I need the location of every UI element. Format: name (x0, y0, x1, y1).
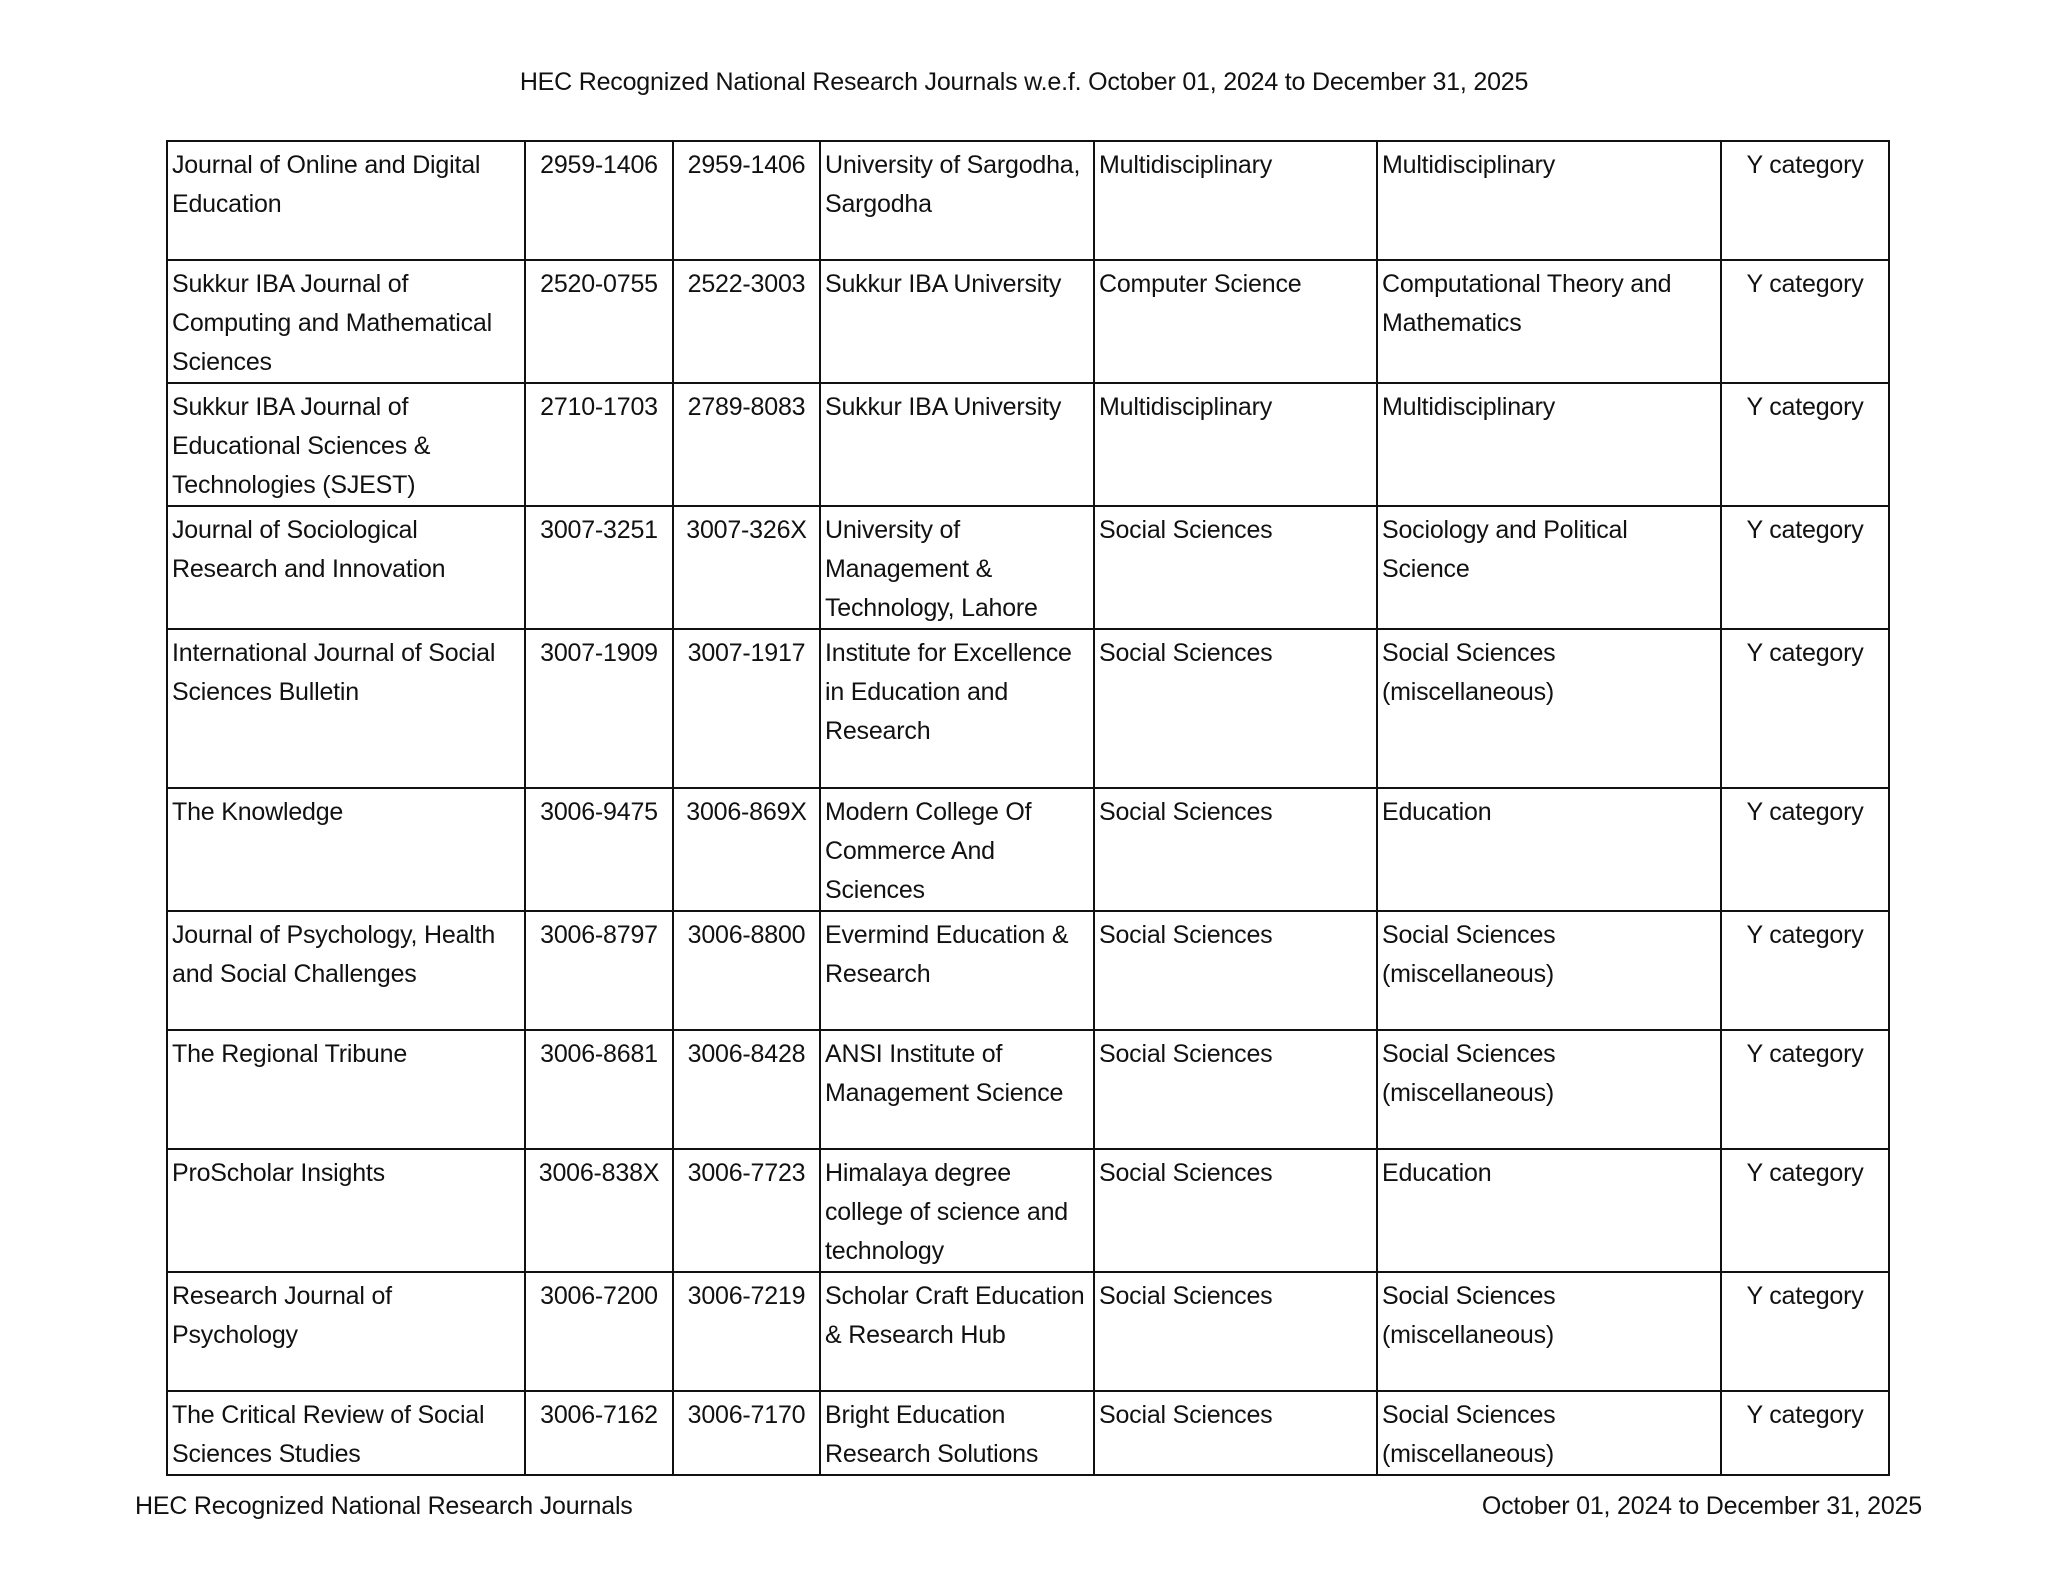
publisher-cell: ANSI Institute of Management Science (820, 1030, 1094, 1149)
category-cell: Y category (1721, 1149, 1889, 1272)
issn-cell: 3007-3251 (525, 506, 673, 629)
subarea-cell: Social Sciences (miscellaneous) (1377, 911, 1721, 1030)
category-cell: Y category (1721, 506, 1889, 629)
issn-cell: 3006-8797 (525, 911, 673, 1030)
issn-cell: 2520-0755 (525, 260, 673, 383)
journal-name-cell: Research Journal of Psychology (167, 1272, 525, 1391)
table-row (167, 141, 1889, 260)
issn-cell: 3006-8681 (525, 1030, 673, 1149)
journal-name-cell: Sukkur IBA Journal of Computing and Mathematical Sciences (167, 260, 525, 383)
publisher-cell: University of Management & Technology, Lahore (820, 506, 1094, 629)
table-row (167, 383, 1889, 506)
table-row (167, 1149, 1889, 1272)
area-cell: Social Sciences (1094, 1030, 1377, 1149)
publisher-cell: Himalaya degree college of science and technology (820, 1149, 1094, 1272)
category-cell: Y category (1721, 383, 1889, 506)
journals-table (166, 140, 1890, 1476)
eissn-cell: 3006-7219 (673, 1272, 820, 1391)
table-row (167, 1272, 1889, 1391)
category-cell: Y category (1721, 629, 1889, 788)
eissn-cell: 2789-8083 (673, 383, 820, 506)
publisher-cell: Bright Education Research Solutions (820, 1391, 1094, 1475)
issn-cell: 3007-1909 (525, 629, 673, 788)
issn-cell: 3006-838X (525, 1149, 673, 1272)
eissn-cell: 3007-1917 (673, 629, 820, 788)
subarea-cell: Social Sciences (miscellaneous) (1377, 1391, 1721, 1475)
eissn-cell: 3006-7723 (673, 1149, 820, 1272)
area-cell: Social Sciences (1094, 629, 1377, 788)
table-row (167, 1391, 1889, 1475)
footer-title: HEC Recognized National Research Journals (135, 1492, 633, 1520)
table-row (167, 506, 1889, 629)
area-cell: Social Sciences (1094, 788, 1377, 911)
area-cell: Multidisciplinary (1094, 383, 1377, 506)
category-cell: Y category (1721, 260, 1889, 383)
journal-name-cell: Journal of Online and Digital Education (167, 141, 525, 260)
subarea-cell: Social Sciences (miscellaneous) (1377, 1030, 1721, 1149)
category-cell: Y category (1721, 1272, 1889, 1391)
subarea-cell: Multidisciplinary (1377, 141, 1721, 260)
category-cell: Y category (1721, 788, 1889, 911)
area-cell: Social Sciences (1094, 506, 1377, 629)
journal-name-cell: Journal of Psychology, Health and Social Challenges (167, 911, 525, 1030)
publisher-cell: Scholar Craft Education & Research Hub (820, 1272, 1094, 1391)
eissn-cell: 3007-326X (673, 506, 820, 629)
eissn-cell: 3006-7170 (673, 1391, 820, 1475)
category-cell: Y category (1721, 1030, 1889, 1149)
eissn-cell: 3006-8428 (673, 1030, 820, 1149)
issn-cell: 2710-1703 (525, 383, 673, 506)
category-cell: Y category (1721, 141, 1889, 260)
table-row (167, 629, 1889, 788)
publisher-cell: Modern College Of Commerce And Sciences (820, 788, 1094, 911)
journal-name-cell: ProScholar Insights (167, 1149, 525, 1272)
subarea-cell: Computational Theory and Mathematics (1377, 260, 1721, 383)
table-row (167, 911, 1889, 1030)
journal-name-cell: Sukkur IBA Journal of Educational Sciences & Technologies (SJEST) (167, 383, 525, 506)
publisher-cell: Sukkur IBA University (820, 383, 1094, 506)
subarea-cell: Education (1377, 788, 1721, 911)
issn-cell: 3006-7162 (525, 1391, 673, 1475)
area-cell: Social Sciences (1094, 1149, 1377, 1272)
subarea-cell: Social Sciences (miscellaneous) (1377, 629, 1721, 788)
footer-date-range: October 01, 2024 to December 31, 2025 (1481, 1492, 1922, 1520)
table-row (167, 788, 1889, 911)
category-cell: Y category (1721, 1391, 1889, 1475)
table-row (167, 260, 1889, 383)
issn-cell: 3006-7200 (525, 1272, 673, 1391)
area-cell: Computer Science (1094, 260, 1377, 383)
page-title: HEC Recognized National Research Journals w.e.f. October 01, 2024 to December 31, 2025 (519, 68, 1529, 96)
publisher-cell: University of Sargodha, Sargodha (820, 141, 1094, 260)
journal-name-cell: Journal of Sociological Research and Innovation (167, 506, 525, 629)
area-cell: Social Sciences (1094, 1391, 1377, 1475)
subarea-cell: Education (1377, 1149, 1721, 1272)
publisher-cell: Institute for Excellence in Education and Research (820, 629, 1094, 788)
area-cell: Multidisciplinary (1094, 141, 1377, 260)
issn-cell: 2959-1406 (525, 141, 673, 260)
area-cell: Social Sciences (1094, 911, 1377, 1030)
issn-cell: 3006-9475 (525, 788, 673, 911)
area-cell: Social Sciences (1094, 1272, 1377, 1391)
subarea-cell: Multidisciplinary (1377, 383, 1721, 506)
eissn-cell: 2522-3003 (673, 260, 820, 383)
journal-name-cell: The Critical Review of Social Sciences Studies (167, 1391, 525, 1475)
journal-name-cell: The Regional Tribune (167, 1030, 525, 1149)
journal-name-cell: International Journal of Social Sciences Bulletin (167, 629, 525, 788)
eissn-cell: 3006-8800 (673, 911, 820, 1030)
eissn-cell: 2959-1406 (673, 141, 820, 260)
eissn-cell: 3006-869X (673, 788, 820, 911)
category-cell: Y category (1721, 911, 1889, 1030)
subarea-cell: Sociology and Political Science (1377, 506, 1721, 629)
journal-name-cell: The Knowledge (167, 788, 525, 911)
table-row (167, 1030, 1889, 1149)
publisher-cell: Sukkur IBA University (820, 260, 1094, 383)
publisher-cell: Evermind Education & Research (820, 911, 1094, 1030)
subarea-cell: Social Sciences (miscellaneous) (1377, 1272, 1721, 1391)
